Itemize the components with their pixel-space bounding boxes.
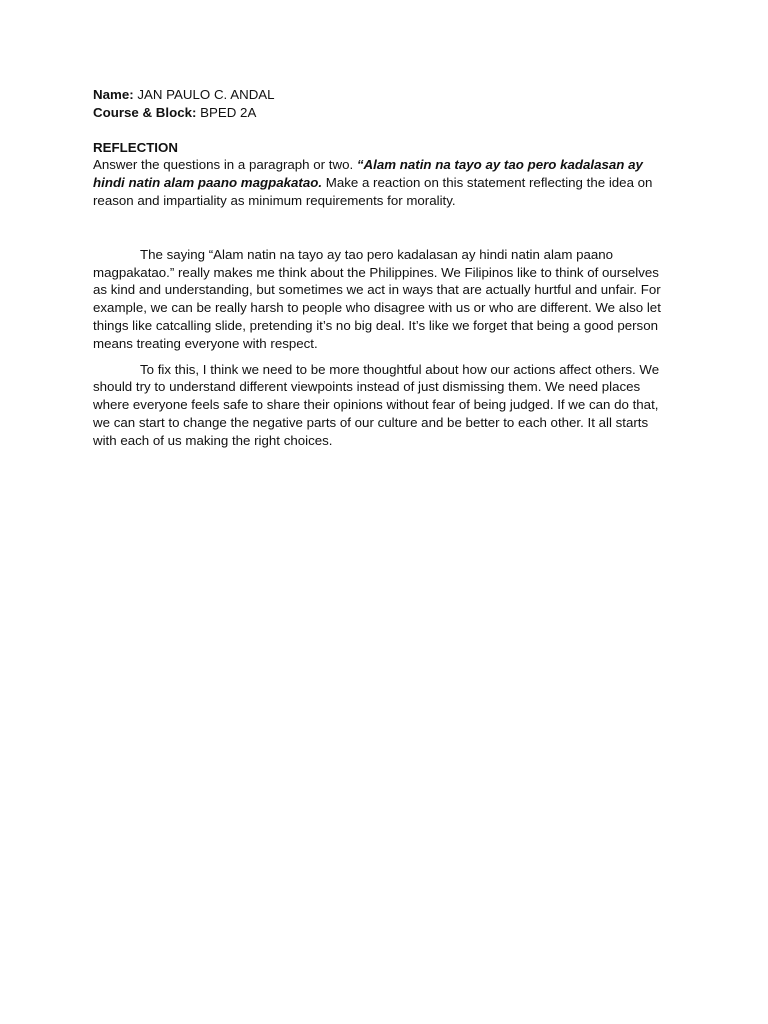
course-value: BPED 2A [200, 104, 257, 120]
body-paragraph-2: To fix this, I think we need to be more thoughtful about how our actions affect others. We should try to understand different viewpoints instead of just dismissing them. We need places where everyone feels safe to share their opinions without fear of being judged. If we can do that, we can start to change the negative parts of our culture and be better to each other. It all starts with each of us making the right choices. [93, 361, 660, 448]
instruction-quote: “Alam natin na tayo ay tao pero kadalasan ay hindi natin alam paano magpakatao. [93, 157, 643, 191]
course-line [93, 104, 673, 122]
document-content [93, 86, 673, 450]
name-line [93, 86, 673, 104]
spacer [93, 122, 673, 139]
body-paragraph-1: The saying “Alam natin na tayo ay tao pero kadalasan ay hindi natin alam paano magpakatao.” really makes me think about the Philippines. We Filipinos like to think of ourselves as kind and understanding, but sometimes we act in ways that are actually hurtful and unfair. For example, we can be really harsh to people who disagree with us or who are different. We also let things like catcalling slide, pretending it’s no big deal. It’s like we forget that being a good person means treating everyone with respect. [93, 246, 661, 351]
instruction-rest: Make a reaction on this statement reflecting the idea on reason and impartiality as minimum requirements for morality. [93, 175, 653, 208]
reflection-heading: REFLECTION [93, 139, 178, 155]
name-label: Name: [93, 87, 134, 102]
spacer [93, 210, 673, 246]
instruction-intro: Answer the questions in a paragraph or two. [93, 157, 354, 173]
instruction-paragraph [93, 156, 673, 209]
name-value: JAN PAULO C. ANDAL [137, 87, 275, 102]
course-label: Course & Block: [93, 104, 197, 120]
